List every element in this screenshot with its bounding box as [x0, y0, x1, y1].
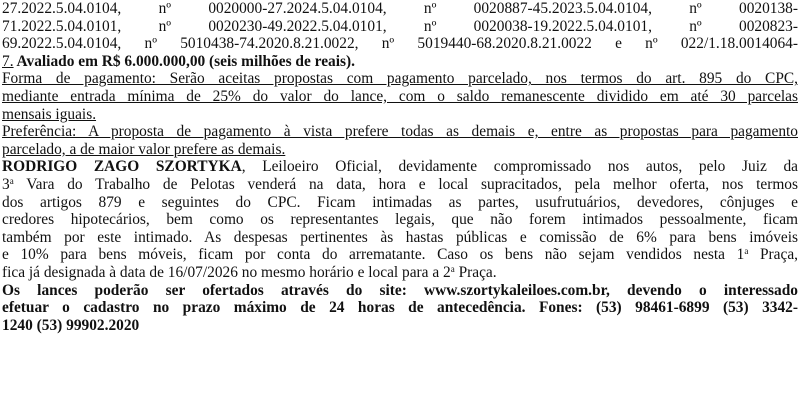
text-line: credores hipotecários, bem como os representantes legais, que não forem intimados pessoalmente, ficam — [2, 211, 798, 229]
text-line: Os lances poderão ser ofertados através do site: www.szortykaleiloes.com.br, devendo o interessado — [2, 281, 798, 299]
text-line: parcelado, a de maior valor prefere as demais. — [2, 140, 286, 158]
text-line: RODRIGO ZAGO SZORTYKA, Leiloeiro Oficial, devidamente compromissado nos autos, pelo Juiz da — [2, 158, 798, 176]
text-line: Forma de pagamento: Serão aceitas propostas com pagamento parcelado, nos termos do art. 895 do CPC, — [2, 70, 798, 88]
valuation-line — [2, 53, 798, 71]
text-line: dos artigos 879 e seguintes do CPC. Ficam intimadas as partes, usufrutuários, devedores, cônjuges e — [2, 193, 798, 211]
text-line: 1240 (53) 99902.2020 — [2, 316, 140, 334]
bidding-info-paragraph — [2, 282, 798, 335]
text-line: 3$^a$ Vara do Trabalho de Pelotas venderá na data, hora e local supracitados, pela melhor oferta, nos termos — [2, 175, 798, 193]
text-line: efetuar o cadastro no prazo máximo de 24 horas de antecedência. Fones: (53) 98461-6899 (53) 3342- — [2, 299, 798, 317]
document-page — [2, 0, 798, 334]
process-numbers-paragraph — [2, 0, 798, 70]
preference-paragraph — [2, 123, 798, 158]
text-line: e 10% para bens móveis, ficam por conta do arrematante. Caso os bens não sejam vendidos nesta 1$^a$ Praça, — [2, 246, 798, 264]
text-line: 71.2022.5.04.0101, nº 0020230-49.2022.5.04.0101, nº 0020038-19.2022.5.04.0101, nº 0020823- — [2, 17, 798, 35]
text-line: mensais iguais. — [2, 105, 97, 123]
text-line: Preferência: A proposta de pagamento à vista prefere todas as demais e, entre as propostas para pagamento — [2, 123, 798, 141]
text-line: mediante entrada mínima de 25% do valor do lance, com o saldo remanescente dividido em até 30 parcelas — [2, 87, 798, 105]
process-number-suffix: 7. — [2, 52, 14, 70]
text-line: fica já designada à data de 16/07/2026 no mesmo horário e local para a 2$^a$ Praça. — [2, 263, 497, 281]
valuation-text: Avaliado em R$ 6.000.000,00 (seis milhões de reais). — [13, 52, 355, 70]
text-line: 27.2022.5.04.0104, nº 0020000-27.2024.5.04.0104, nº 0020887-45.2023.5.04.0104, nº 0020138- — [2, 0, 798, 17]
payment-terms-paragraph — [2, 70, 798, 123]
auctioneer-name: RODRIGO ZAGO SZORTYKA — [2, 158, 242, 176]
text-line: também por este intimado. As despesas pertinentes às hastas públicas e comissão de 6% para bens imóveis — [2, 228, 798, 246]
text-line: 69.2022.5.04.0104, nº 5010438-74.2020.8.21.0022, nº 5019440-68.2020.8.21.0022 e nº 022/1.18.0014064- — [2, 35, 798, 53]
auctioneer-paragraph — [2, 158, 798, 281]
